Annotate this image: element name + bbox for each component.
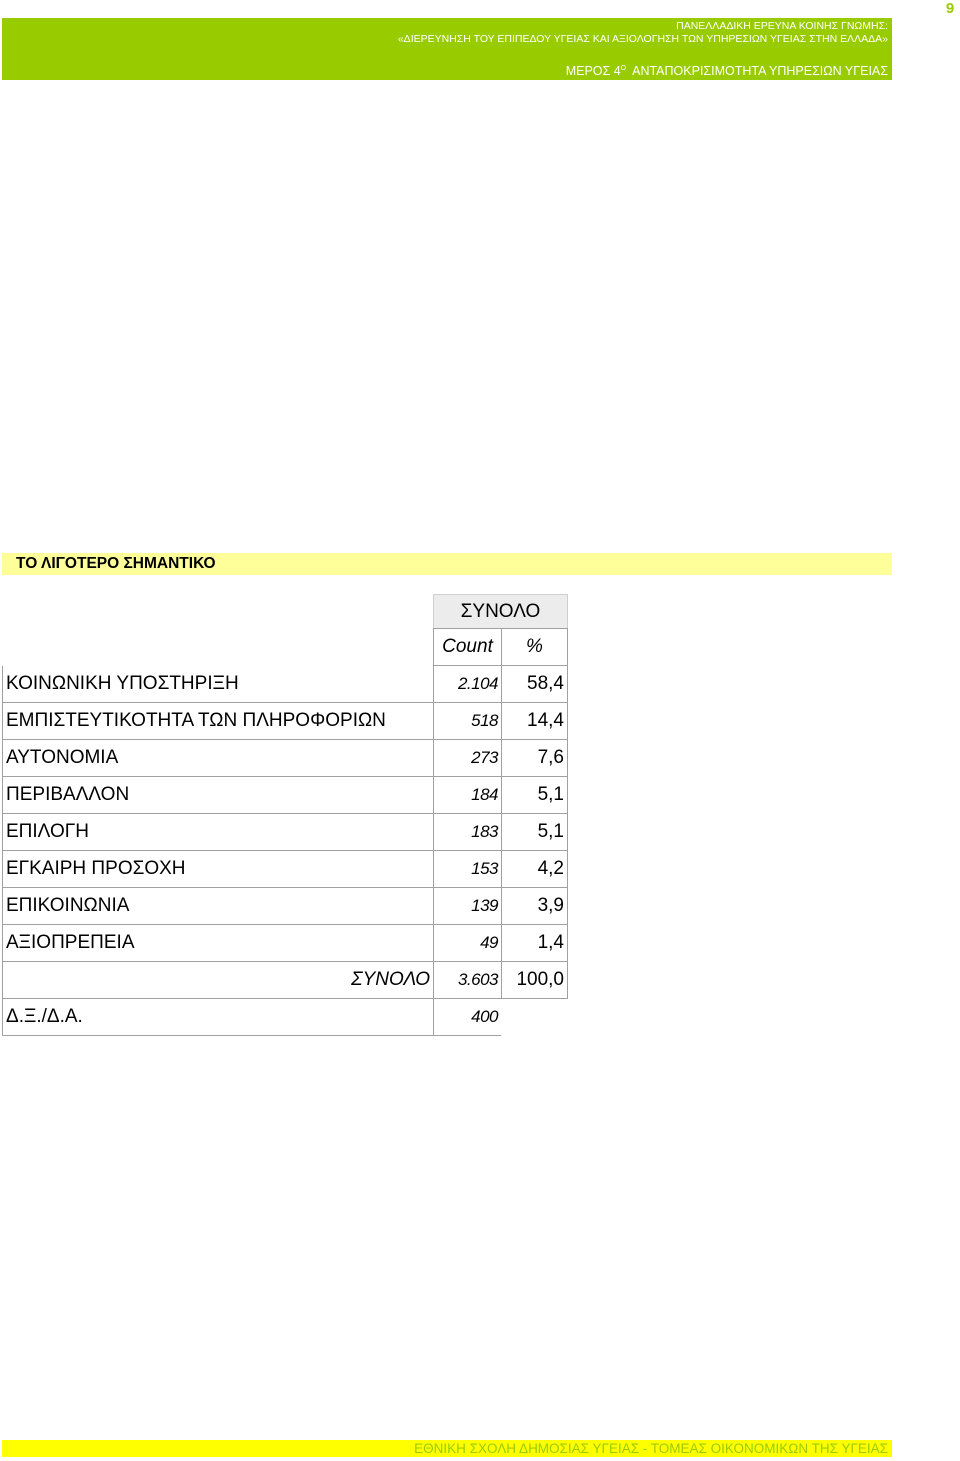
row-percent: 5,1 <box>501 777 568 814</box>
total-count: 3.603 <box>433 962 501 999</box>
row-count: 518 <box>433 703 501 740</box>
count-column-header: Count <box>433 628 501 666</box>
total-percent: 100,0 <box>501 962 568 999</box>
dk-label: Δ.Ξ./Δ.Α. <box>2 999 433 1036</box>
part-heading <box>566 61 888 79</box>
total-label: ΣΥΝΟΛΟ <box>2 962 433 999</box>
percent-column-header: % <box>501 628 568 666</box>
part-ordinal: Ο <box>620 65 627 72</box>
row-label: ΚΟΙΝΩΝΙΚΗ ΥΠΟΣΤΗΡΙΞΗ <box>2 666 433 703</box>
row-label: ΑΥΤΟΝΟΜΙΑ <box>2 740 433 777</box>
table-group-header: ΣΥΝΟΛΟ <box>433 594 568 628</box>
survey-subtitle: «ΔΙΕΡΕΥΝΗΣΗ ΤΟΥ ΕΠΙΠΕΔΟΥ ΥΓΕΙΑΣ ΚΑΙ ΑΞΙΟΛΟΓΗΣΗ ΤΩΝ ΥΠΗΡΕΣΙΩΝ ΥΓΕΙΑΣ ΣΤΗΝ ΕΛΛΑΔΑ» <box>397 33 888 45</box>
row-count: 49 <box>433 925 501 962</box>
row-count: 273 <box>433 740 501 777</box>
dk-count: 400 <box>433 999 501 1036</box>
row-percent: 3,9 <box>501 888 568 925</box>
page-header <box>2 18 892 80</box>
row-label: ΕΜΠΙΣΤΕΥΤΙΚΟΤΗΤΑ ΤΩΝ ΠΛΗΡΟΦΟΡΙΩΝ <box>2 703 433 740</box>
page-footer <box>2 1440 892 1457</box>
part-prefix: ΜΕΡΟΣ 4 <box>565 64 621 78</box>
section-band <box>2 553 892 575</box>
row-percent: 1,4 <box>501 925 568 962</box>
footer-text: ΕΘΝΙΚΗ ΣΧΟΛΗ ΔΗΜΟΣΙΑΣ ΥΓΕΙΑΣ - ΤΟΜΕΑΣ ΟΙΚΟΝΟΜΙΚΩΝ ΤΗΣ ΥΓΕΙΑΣ <box>414 1441 888 1456</box>
row-percent: 5,1 <box>501 814 568 851</box>
row-count: 184 <box>433 777 501 814</box>
section-title: ΤΟ ΛΙΓΟΤΕΡΟ ΣΗΜΑΝΤΙΚΟ <box>16 555 216 572</box>
page-number: 9 <box>945 0 955 17</box>
row-label: ΕΠΙΛΟΓΗ <box>2 814 433 851</box>
row-label: ΕΓΚΑΙΡΗ ΠΡΟΣΟΧΗ <box>2 851 433 888</box>
row-label: ΕΠΙΚΟΙΝΩΝΙΑ <box>2 888 433 925</box>
row-percent: 58,4 <box>501 666 568 703</box>
row-label: ΠΕΡΙΒΑΛΛΟΝ <box>2 777 433 814</box>
row-count: 183 <box>433 814 501 851</box>
part-title: ΑΝΤΑΠΟΚΡΙΣΙΜΟΤΗΤΑ ΥΠΗΡΕΣΙΩΝ ΥΓΕΙΑΣ <box>632 64 888 78</box>
row-percent: 4,2 <box>501 851 568 888</box>
row-count: 139 <box>433 888 501 925</box>
row-label: ΑΞΙΟΠΡΕΠΕΙΑ <box>2 925 433 962</box>
survey-title: ΠΑΝΕΛΛΑΔΙΚΗ ΕΡΕΥΝΑ ΚΟΙΝΗΣ ΓΝΩΜΗΣ: <box>676 20 888 32</box>
row-count: 2.104 <box>433 666 501 703</box>
row-count: 153 <box>433 851 501 888</box>
row-percent: 7,6 <box>501 740 568 777</box>
row-percent: 14,4 <box>501 703 568 740</box>
